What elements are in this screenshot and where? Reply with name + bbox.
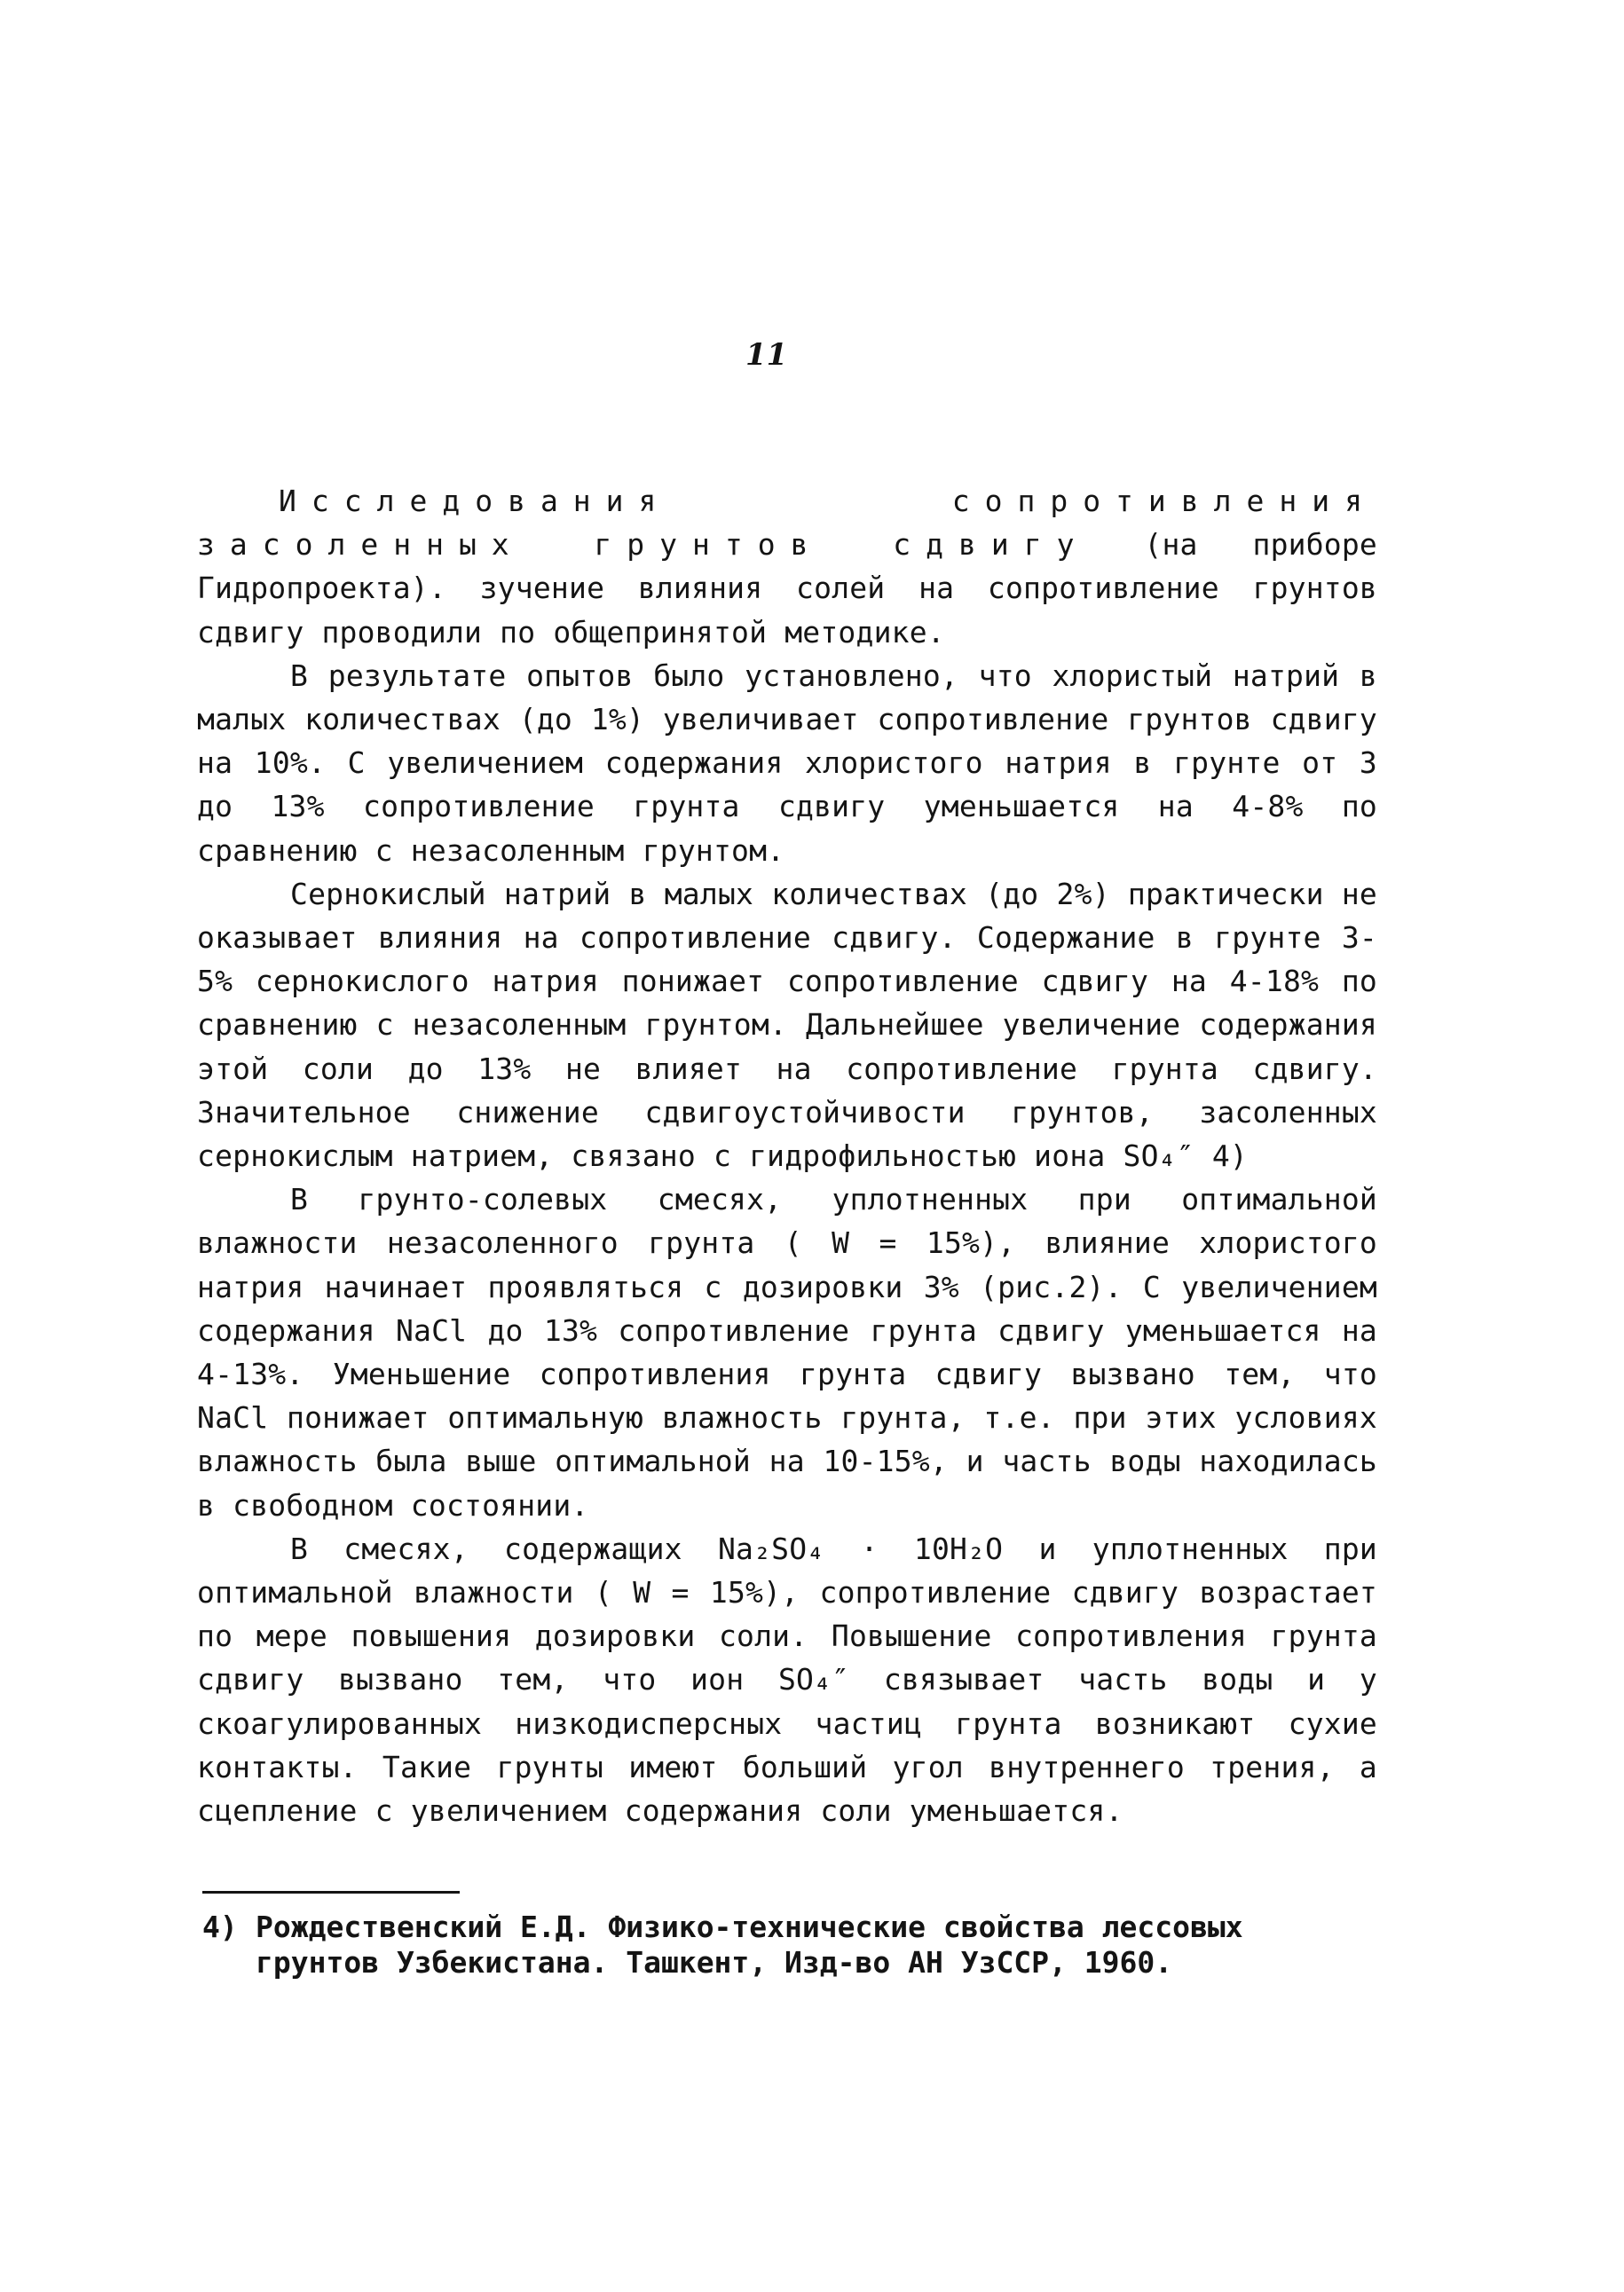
body-text [197,479,1377,1832]
footnote-text: Рождественский Е.Д. Физико-технические свойства лессовых грунтов Узбекистана. Ташкент, Изд-во АН УзССР, 1960. [256,1910,1243,1980]
paragraph-1-text: (на приборе Гидропроекта). зучение влияния солей на сопротивление грунтов сдвигу проводили по общепринятой методике. [197,527,1377,650]
paragraph-5: В смесях, содержащих Na₂SO₄ · 10H₂O и уплотненных при оптимальной влажности ( W = 15%), сопротивление сдвигу возрастает по мере повышения дозировки соли. Повышение сопротивления грунта сдвигу вызвано тем, что ион SO₄″ связывает часть воды и у скоагулированных низкодисперсных частиц грунта возникают сухие контакты. Такие грунты имеют больший угол внутреннего трения, а сцепление с увеличением содержания соли уменьшается. [197,1531,1377,1829]
section-heading: Исследования сопротивления засоленных грунтов сдвигу [197,484,1377,563]
paragraph-2: В результате опытов было установлено, что хлористый натрий в малых количествах (до 1%) увеличивает сопротивление грунтов сдвигу на 10%. С увеличением содержания хлористого натрия в грунте от 3 до 13% сопротивление грунта сдвигу уменьшается на 4-8% по сравнению с незасоленным грунтом. [197,658,1377,868]
footnote [202,1910,1356,1981]
paragraph-3: Сернокислый натрий в малых количествах (до 2%) практически не оказывает влияния на сопротивление сдвигу. Содержание в грунте 3-5% сернокислого натрия понижает сопротивление сдвигу на 4-18% по сравнению с незасоленным грунтом. Дальнейшее увеличение содержания этой соли до 13% не влияет на сопротивление грунта сдвигу. Значительное снижение сдвигоустойчивости грунтов, засоленных сернокислым натрием, связано с гидрофильностью иона SO₄″ 4) [197,876,1377,1174]
paragraph-4: В грунто-солевых смесях, уплотненных при оптимальной влажности незасоленного грунта ( W = 15%), влияние хлористого натрия начинает проявляться с дозировки 3% (рис.2). С увеличением содержания NaCl до 13% сопротивление грунта сдвигу уменьшается на 4-13%. Уменьшение сопротивления грунта сдвигу вызвано тем, что NaCl понижает оптимальную влажность грунта, т.е. при этих условиях влажность была выше оптимальной на 10-15%, и часть воды находилась в свободном состоянии. [197,1182,1377,1523]
footnote-mark: 4) [202,1910,238,1944]
footnote-divider [202,1891,460,1894]
page-number: 11 [745,337,788,373]
paragraph-1 [197,479,1377,654]
